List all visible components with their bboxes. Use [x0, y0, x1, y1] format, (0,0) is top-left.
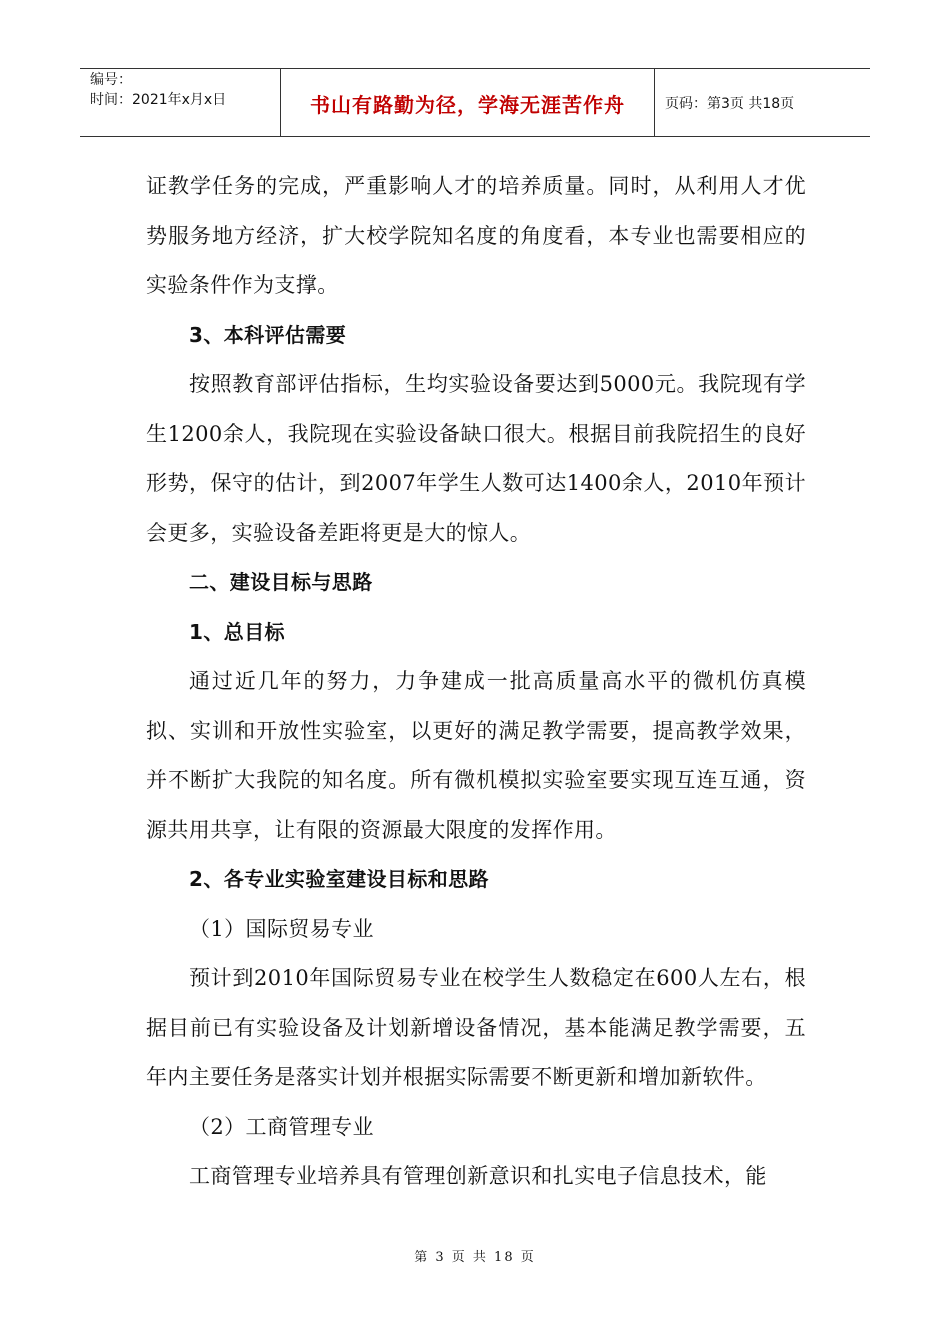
header-motto-cell	[281, 69, 655, 136]
paragraph-international-trade: 预计到2010年国际贸易专业在校学生人数稳定在600人左右，根据目前已有实验设备及计划新增设备情况，基本能满足教学需要，五年内主要任务是落实计划并根据实际需要不断更新和增加新软件。	[146, 966, 806, 1089]
page-header	[80, 68, 870, 137]
header-page-code: 页码：第3页 共18页	[665, 96, 795, 112]
header-motto: 书山有路勤为径，学海无涯苦作舟	[310, 93, 625, 117]
paragraph-continuation: 证教学任务的完成，严重影响人才的培养质量。同时，从利用人才优势服务地方经济，扩大校学院知名度的角度看，本专业也需要相应的实验条件作为支撑。	[146, 174, 806, 297]
header-page-cell	[655, 69, 870, 136]
paragraph-overall-goal: 通过近几年的努力，力争建成一批高质量高水平的微机仿真模拟、实训和开放性实验室，以更好的满足教学需要，提高教学效果，并不断扩大我院的知名度。所有微机模拟实验室要实现互连互通，资源共用共享，让有限的资源最大限度的发挥作用。	[146, 669, 806, 842]
document-body	[146, 162, 806, 1202]
document-number-label: 编号：	[90, 72, 132, 88]
subheading-business-management: （2）工商管理专业	[189, 1114, 374, 1139]
section-heading-evaluation: 3、本科评估需要	[189, 322, 347, 347]
section-heading-goals: 二、建设目标与思路	[189, 570, 373, 594]
paragraph-business-management: 工商管理专业培养具有管理创新意识和扎实电子信息技术，能	[189, 1164, 767, 1188]
section-heading-overall-goal: 1、总目标	[189, 619, 285, 644]
subheading-international-trade: （1）国际贸易专业	[189, 916, 374, 941]
section-heading-lab-goals: 2、各专业实验室建设目标和思路	[189, 867, 489, 891]
header-info-cell	[80, 69, 281, 136]
paragraph-evaluation: 按照教育部评估指标，生均实验设备要达到5000元。我院现有学生1200余人，我院现在实验设备缺口很大。根据目前我院招生的良好形势，保守的估计，到2007年学生人数可达1400余人，2010年预计会更多，实验设备差距将更是大的惊人。	[146, 372, 806, 545]
document-time-label: 时间：2021年x月x日	[90, 92, 227, 108]
page-footer: 第 3 页 共 18 页	[414, 1250, 536, 1265]
